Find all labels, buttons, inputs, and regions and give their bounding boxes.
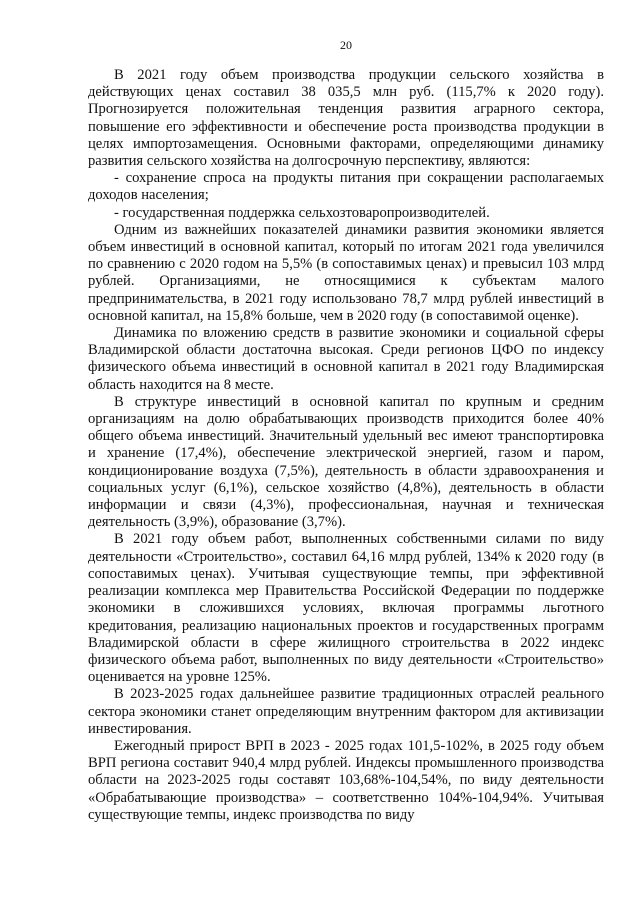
- paragraph-investment-structure: В структуре инвестиций в основной капитал по крупным и средним организациям на долю обрабатывающих производств приходится более 40% общего объема инвестиций. Значительный удельный вес имеют транспортировка и хранение (17,4%), обеспечение электрической энергией, газом и паром, кондиционирование воздуха (7,5%), деятельность в области здравоохранения и социальных услуг (6,1%), сельское хозяйство (4,8%), деятельность в области информации и связи (4,3%), профессиональная, научная и техническая деятельность (3,9%), образование (3,7%).: [88, 393, 604, 531]
- page-number: 20: [340, 38, 352, 52]
- paragraph-grp-growth: Ежегодный прирост ВРП в 2023 - 2025 годах 101,5-102%, в 2025 году объем ВРП региона составит 940,4 млрд рублей. Индексы промышленного производства области на 2023-2025 годы составят 103,68%-104,54%, по виду деятельности «Обрабатывающие производства» – соответственно 104%-104,94%. Учитывая существующие темпы, индекс производства по виду: [88, 737, 604, 823]
- paragraph-investments: Одним из важнейших показателей динамики развития экономики является объем инвестиций в основной капитал, который по итогам 2021 года увеличился по сравнению с 2020 годом на 5,5% (в сопоставимых ценах) и превысил 103 млрд рублей. Организациями, не относящимися к субъектам малого предпринимательства, в 2021 году использовано 78,7 млрд рублей инвестиций в основной капитал, на 15,8% больше, чем в 2020 году (в сопоставимой оценке).: [88, 221, 604, 324]
- paragraph-2023-2025-outlook: В 2023-2025 годах дальнейшее развитие традиционных отраслей реального сектора экономики станет определяющим внутренним фактором для активизации инвестирования.: [88, 686, 604, 737]
- list-item-food-demand: - сохранение спроса на продукты питания при сокращении располагаемых доходов населения;: [88, 170, 604, 204]
- document-body: [88, 67, 604, 824]
- paragraph-investment-dynamics: Динамика по вложению средств в развитие экономики и социальной сферы Владимирской области достаточна высокая. Среди регионов ЦФО по индексу физического объема инвестиций в основной капитал в 2021 году Владимирская область находится на 8 месте.: [88, 325, 604, 393]
- paragraph-agriculture-output: В 2021 году объем производства продукции сельского хозяйства в действующих ценах составил 38 035,5 млн руб. (115,7% к 2020 году). Прогнозируется положительная тенденция развития аграрного сектора, повышение его эффективности и обеспечение роста производства продукции в целях импортозамещения. Основными факторами, определяющими динамику развития сельского хозяйства на долгосрочную перспективу, являются:: [88, 67, 604, 170]
- list-item-state-support: - государственная поддержка сельхозтоваропроизводителей.: [114, 204, 490, 221]
- paragraph-construction: В 2021 году объем работ, выполненных собственными силами по виду деятельности «Строительство», составил 64,16 млрд рублей, 134% к 2020 году (в сопоставимых ценах). Учитывая существующие темпы, при эффективной реализации комплекса мер Правительства Российской Федерации по поддержке экономики в сложившихся условиях, включая программы льготного кредитования, реализацию национальных проектов и государственных программ Владимирской области в сфере жилищного строительства в 2022 индекс физического объема работ, выполненных по виду деятельности «Строительство» оценивается на уровне 125%.: [88, 531, 604, 686]
